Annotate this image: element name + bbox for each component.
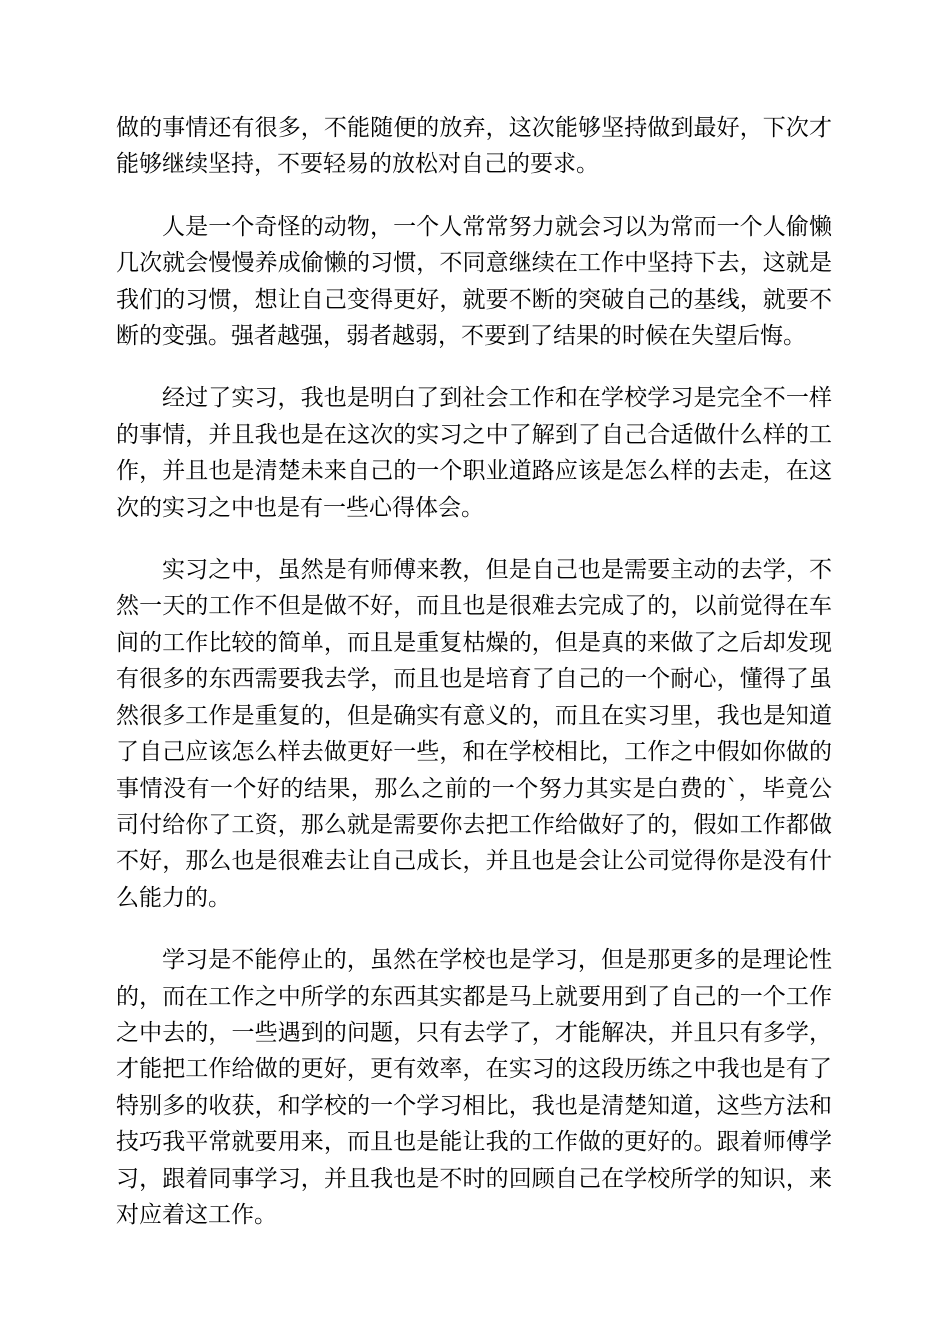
paragraph-5: 学习是不能停止的，虽然在学校也是学习，但是那更多的是理论性的，而在工作之中所学的东西其实都是马上就要用到了自己的一个工作之中去的，一些遇到的问题，只有去学了，才能解决，并且只有多学，才能把工作给做的更好，更有效率，在实习的这段历练之中我也是有了特别多的收获，和学校的一个学习相比，我也是清楚知道，这些方法和技巧我平常就要用来，而且也是能让我的工作做的更好的。跟着师傅学习，跟着同事学习，并且我也是不时的回顾自己在学校所学的知识，来对应着这工作。 — [116, 947, 832, 1228]
paragraph-4: 实习之中，虽然是有师傅来教，但是自己也是需要主动的去学，不然一天的工作不但是做不好，而且也是很难去完成了的，以前觉得在车间的工作比较的简单，而且是重复枯燥的，但是真的来做了之后却发现有很多的东西需要我去学，而且也是培育了自己的一个耐心，懂得了虽然很多工作是重复的，但是确实有意义的，而且在实习里，我也是知道了自己应该怎么样去做更好一些，和在学校相比，工作之中假如你做的事情没有一个好的结果，那么之前的一个努力其实是白费的`，毕竟公司付给你了工资，那么就是需要你去把工作给做好了的，假如工作都做不好，那么也是很难去让自己成长，并且也是会让公司觉得你是没有什么能力的。 — [116, 557, 832, 911]
paragraph-2: 人是一个奇怪的动物，一个人常常努力就会习以为常而一个人偷懒几次就会慢慢养成偷懒的习惯，不同意继续在工作中坚持下去，这就是我们的习惯，想让自己变得更好，就要不断的突破自己的基线，就要不断的变强。强者越强，弱者越弱，不要到了结果的时候在失望后悔。 — [116, 213, 832, 350]
paragraph-3: 经过了实习，我也是明白了到社会工作和在学校学习是完全不一样的事情，并且我也是在这次的实习之中了解到了自己合适做什么样的工作，并且也是清楚未来自己的一个职业道路应该是怎么样的去走，在这次的实习之中也是有一些心得体会。 — [116, 385, 832, 521]
paragraph-1: 做的事情还有很多，不能随便的放弃，这次能够坚持做到最好，下次才能够继续坚持，不要轻易的放松对自己的要求。 — [116, 115, 832, 178]
document-page — [116, 110, 832, 1259]
